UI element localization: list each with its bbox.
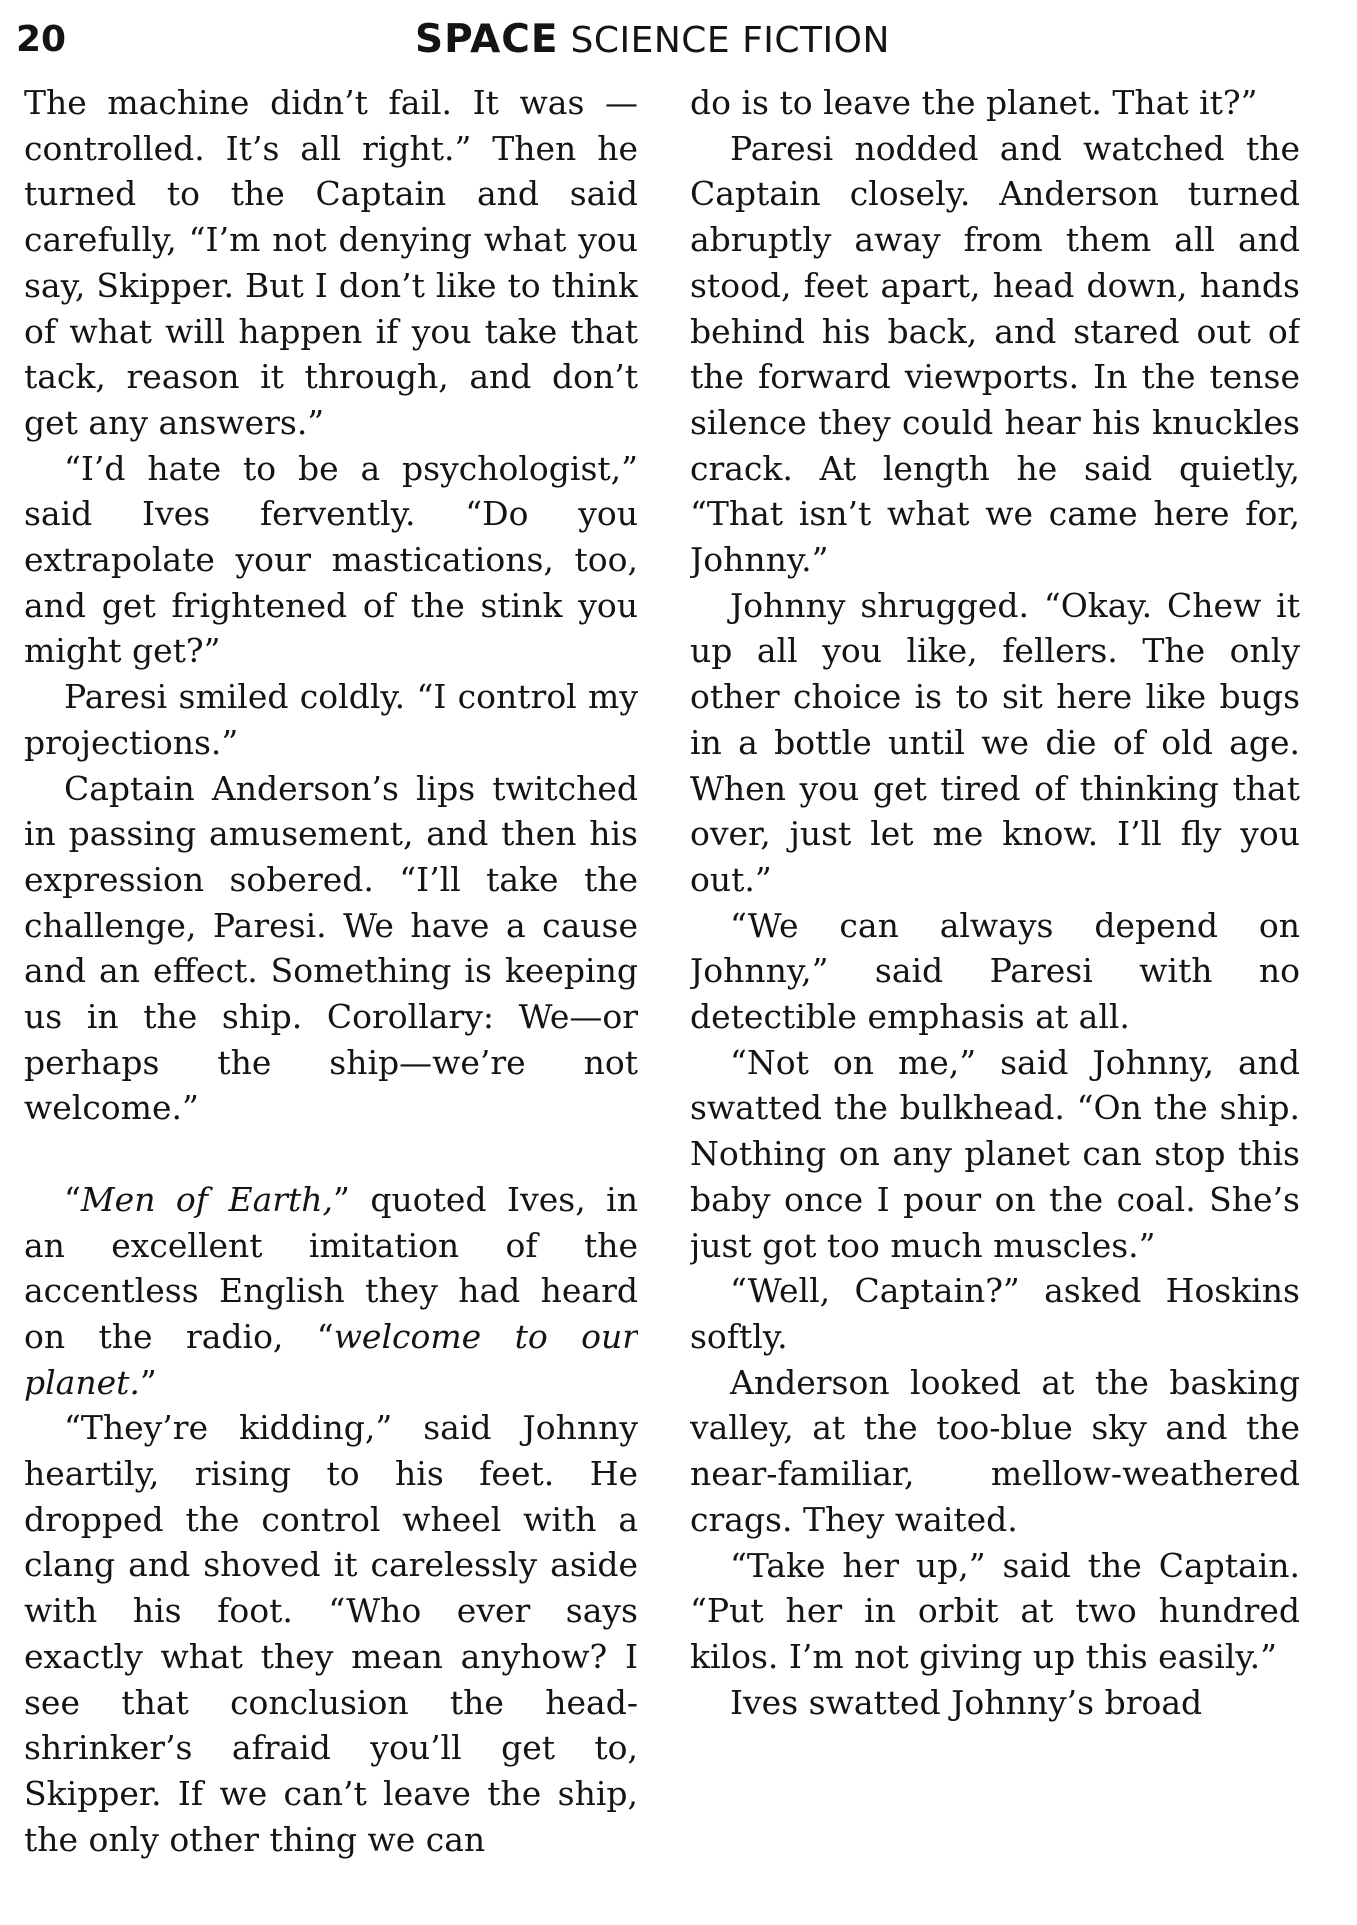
running-title-rest: SCIENCE FICTION: [558, 20, 890, 61]
right-column: [690, 80, 1300, 1920]
italic-quote: Men of Earth,: [80, 1179, 334, 1219]
quote-middle: ” quoted Ives, in an excellent imitation of the accentless English they had heard on the radio, “: [24, 1179, 638, 1356]
paragraph: “Not on me,” said Johnny, and swatted the bulkhead. “On the ship. Nothing on any planet can stop this baby once I pour on the coal. She’s just got too much muscles.”: [690, 1042, 1300, 1265]
quote-paragraph: [24, 1177, 638, 1406]
paragraph: Paresi smiled coldly. “I control my projections.”: [24, 677, 638, 762]
running-title-strong: SPACE: [415, 17, 559, 62]
paragraph: Captain Anderson’s lips twitched in passing amusement, and then his expression sobered. “I’ll take the challenge, Paresi. We have a cause and an effect. Something is keeping us in the ship. Corollary: We—or perhaps the ship—we’re not welcome.”: [24, 768, 638, 1128]
open-quote: “: [64, 1179, 81, 1219]
paragraph: Paresi nodded and watched the Captain closely. Anderson turned abruptly away from them all and stood, feet apart, head down, hands behind his back, and stared out of the forward viewports. In the tense silence they could hear his knuckles crack. At length he said quietly, “That isn’t what we came here for, Johnny.”: [690, 128, 1300, 580]
close-quote: ”: [139, 1362, 157, 1402]
paragraph: “They’re kidding,” said Johnny heartily, rising to his feet. He dropped the control wheel with a clang and shoved it carelessly aside with his foot. “Who ever says exactly what they mean anyhow? I see that conclusion the head-shrinker’s afraid you’ll get to, Skipper. If we can’t leave the ship, the only other thing we can: [24, 1408, 638, 1859]
page-header: [0, 14, 1357, 74]
page-number: 20: [16, 19, 67, 60]
paragraph: Anderson looked at the basking valley, at the too-blue sky and the near-familiar, mellow-weathered crags. They waited.: [690, 1362, 1300, 1539]
paragraph: Ives swatted Johnny’s broad: [730, 1682, 1203, 1722]
paragraph: do is to leave the planet. That it?”: [690, 83, 1258, 122]
paragraph: “Take her up,” said the Captain. “Put her in orbit at two hundred kilos. I’m not giving up this easily.”: [690, 1545, 1300, 1676]
left-column: [24, 80, 638, 1920]
paragraph: “I’d hate to be a psychologist,” said Ives fervently. “Do you extrapolate your mastications, too, and get frightened of the stink you might get?”: [24, 448, 638, 671]
paragraph: The machine didn’t fail. It was —controlled. It’s all right.” Then he turned to the Captain and said carefully, “I’m not denying what you say, Skipper. But I don’t like to think of what will happen if you take that tack, reason it through, and don’t get any answers.”: [24, 83, 638, 442]
italic-quote: welcome to our planet.: [24, 1316, 638, 1402]
paragraph: “We can always depend on Johnny,” said Paresi with no detectible emphasis at all.: [690, 905, 1300, 1037]
paragraph: Johnny shrugged. “Okay. Chew it up all you like, fellers. The only other choice is to sit here like bugs in a bottle until we die of old age. When you get tired of thinking that over, just let me know. I’ll fly you out.”: [690, 585, 1300, 899]
running-title: [415, 14, 890, 67]
paragraph: “Well, Captain?” asked Hoskins softly.: [690, 1271, 1300, 1356]
